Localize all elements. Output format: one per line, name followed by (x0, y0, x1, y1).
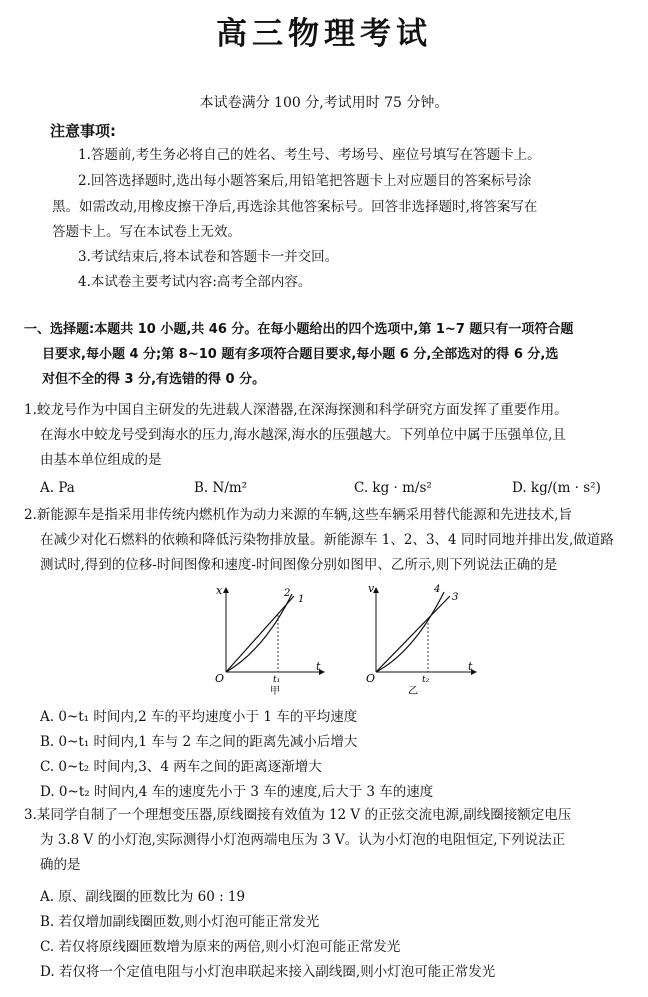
exam-title: 高三物理考试 (216, 16, 432, 52)
q2-option-d: D. 0~t₂ 时间内,4 车的速度先小于 3 车的速度,后大于 3 车的速度 (40, 784, 434, 800)
notice-line: 黑。如需改动,用橡皮擦干净后,再选涂其他答案标号。回答非选择题时,将答案写在 (52, 199, 538, 215)
curve-label-2: 2 (284, 588, 291, 599)
q2-option-a: A. 0~t₁ 时间内,2 车的平均速度小于 1 车的平均速度 (40, 709, 358, 725)
notice-line: 答题卡上。写在本试卷上无效。 (52, 224, 241, 240)
q3-stem-line: 为 3.8 V 的小灯泡,实际测得小灯泡两端电压为 3 V。认为小灯泡的电阻恒定,下列说法正 (40, 832, 566, 848)
notice-line: 4.本试卷主要考试内容:高考全部内容。 (78, 274, 312, 290)
q1-stem-line: 在海水中蛟龙号受到海水的压力,海水越深,海水的压强越大。下列单位中属于压强单位,且 (40, 427, 566, 443)
exam-subtitle: 本试卷满分 100 分,考试用时 75 分钟。 (199, 95, 449, 111)
axis-label-y: x (216, 584, 223, 597)
figure-vt-graph (364, 580, 484, 700)
axis-label-x: t (316, 660, 321, 673)
notice-line: 2.回答选择题时,选出每小题答案后,用铅笔把答题卡上对应题目的答案标号涂 (78, 173, 532, 189)
q2-stem-line: 2.新能源车是指采用非传统内燃机作为动力来源的车辆,这些车辆采用替代能源和先进技术,旨 (24, 507, 572, 523)
axis-label-x: t (468, 660, 473, 673)
section-line: 对但不全的得 3 分,有选错的得 0 分。 (42, 372, 266, 387)
curve-4 (376, 592, 444, 672)
q3-stem-line: 确的是 (40, 857, 81, 873)
curve-label-1: 1 (298, 594, 305, 605)
q2-stem-line: 在减少对化石燃料的依赖和降低污染物排放量。新能源车 1、2、3、4 同时同地并排出发,做道路 (40, 532, 614, 548)
q2-option-c: C. 0~t₂ 时间内,3、4 两车之间的距离逐渐增大 (40, 759, 322, 775)
curve-1 (226, 596, 294, 672)
curve-label-3: 3 (452, 592, 459, 603)
section-line: 一、选择题:本题共 10 小题,共 46 分。在每小题给出的四个选项中,第 1~7 题只有一项符合题 (24, 322, 574, 337)
figure-xt-graph (212, 580, 332, 700)
caption-yi: 乙 (408, 686, 418, 697)
q1-stem-line: 由基本单位组成的是 (40, 452, 162, 468)
q3-option-b: B. 若仅增加副线圈匝数,则小灯泡可能正常发光 (40, 914, 320, 930)
q1-option-d: D. kg/(m · s²) (512, 480, 601, 496)
q1-option-c: C. kg · m/s² (354, 480, 432, 496)
tick-t2: t₂ (422, 675, 430, 685)
notice-line: 3.考试结束后,将本试卷和答题卡一并交回。 (78, 249, 339, 265)
notice-heading: 注意事项: (50, 122, 116, 140)
origin-label: O (215, 672, 225, 685)
axis-label-y: v (368, 582, 375, 595)
q3-stem-line: 3.某同学自制了一个理想变压器,原线圈接有效值为 12 V 的正弦交流电源,副线圈接额定电压 (24, 807, 572, 823)
q3-option-c: C. 若仅将原线圈匝数增为原来的两倍,则小灯泡可能正常发光 (40, 939, 401, 955)
curve-label-4: 4 (434, 584, 441, 595)
curve-3 (376, 596, 450, 672)
q2-stem-line: 测试时,得到的位移-时间图像和速度-时间图像分别如图甲、乙所示,则下列说法正确的是 (40, 557, 558, 573)
q3-option-a: A. 原、副线圈的匝数比为 60 : 19 (40, 889, 246, 905)
q1-option-a: A. Pa (40, 480, 75, 496)
notice-line: 1.答题前,考生务必将自己的姓名、考生号、考场号、座位号填写在答题卡上。 (78, 147, 541, 163)
section-line: 目要求,每小题 4 分;第 8~10 题有多项符合题目要求,每小题 6 分,全部选对的得 6 分,选 (42, 347, 559, 362)
q3-option-d: D. 若仅将一个定值电阻与小灯泡串联起来接入副线圈,则小灯泡可能正常发光 (40, 964, 496, 980)
tick-t1: t₁ (273, 675, 281, 685)
origin-label: O (366, 672, 376, 685)
q2-option-b: B. 0~t₁ 时间内,1 车与 2 车之间的距离先减小后增大 (40, 734, 358, 750)
q1-option-b: B. N/m² (194, 480, 248, 496)
q1-stem-line: 1.蛟龙号作为中国自主研发的先进载人深潜器,在深海探测和科学研究方面发挥了重要作用。 (24, 402, 568, 418)
caption-jia: 甲 (270, 686, 280, 697)
